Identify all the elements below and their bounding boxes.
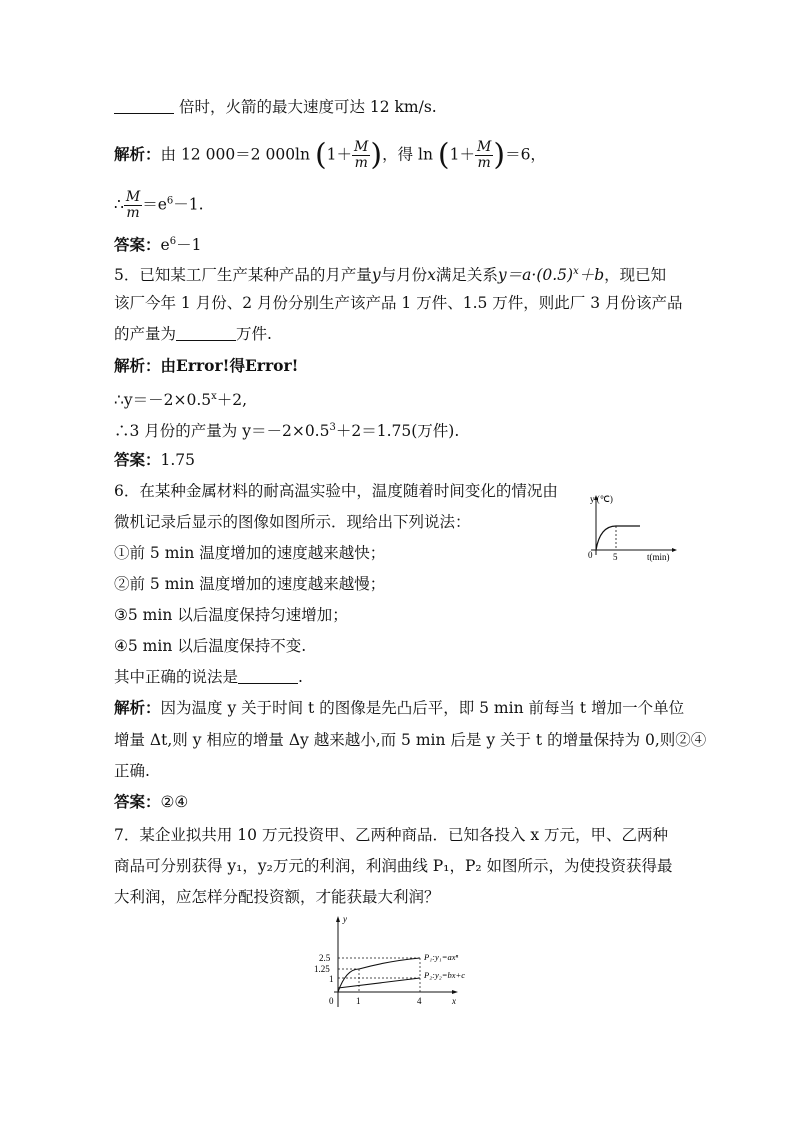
x-tick-1: 1 <box>356 996 361 1006</box>
temperature-curve <box>596 526 640 550</box>
q7-line3: 大利润，应怎样分配投资额，才能获最大利润？ <box>114 888 440 906</box>
fraction-m: $\frac{M}{m}$ <box>477 139 492 171</box>
q4-answer: 答案：$e^6-1$ <box>114 235 202 255</box>
p2-label: P₂:y₂=bx+c <box>424 970 465 980</box>
q5-line2: 该厂今年 1 月份、2 月份分别生产该产品 1 万件、1.5 万件，则此厂 3 月份该产品 <box>114 294 683 312</box>
q4-analysis-line <box>114 137 546 173</box>
answer-blank <box>238 669 298 684</box>
q6-analysis-2: 增量 Δt,则 y 相应的增量 Δy 越来越小,而 5 min 后是 y 关于 t 的增量保持为 0,则②④ <box>114 731 707 749</box>
y-tick-1: 1 <box>329 974 334 984</box>
q6-temperature-graph <box>576 490 681 565</box>
x-tick-4: 4 <box>417 996 422 1006</box>
origin-label: 0 <box>329 996 334 1006</box>
origin-label: 0 <box>588 550 593 560</box>
p1-label: P₁:y₁=axⁿ <box>424 952 459 962</box>
right-paren: ) <box>493 137 506 173</box>
q7-profit-graph <box>312 912 492 1012</box>
y-tick-1.25: 1.25 <box>314 964 330 974</box>
q6-option-2: ②前 5 min 温度增加的速度越来越慢； <box>114 575 386 593</box>
x-axis-label: t(min) <box>647 552 670 562</box>
y-axis-label: y (℃) <box>590 494 613 504</box>
q6-analysis-1: 解析：因为温度 y 关于时间 t 的图像是先凸后平，即 5 min 前每当 t 增加一个单位 <box>114 698 685 717</box>
x-axis-arrow <box>452 990 458 994</box>
left-paren: ( <box>314 137 327 173</box>
q7-line1: 7．某企业拟共用 10 万元投资甲、乙两种商品．已知各投入 x 万元，甲、乙两种 <box>114 826 669 844</box>
left-paren: ( <box>437 137 450 173</box>
q4-result-line: ∴ $\frac{M}{m}$ $=e^6-1$. <box>114 189 204 221</box>
q6-analysis-3: 正确. <box>114 762 150 780</box>
q4-tail-text: 倍时，火箭的最大速度可达 12 km/s. <box>178 98 437 116</box>
y-axis-arrow <box>336 916 340 922</box>
q6-option-3: ③5 min 以后温度保持匀速增加； <box>114 606 348 624</box>
line-p2 <box>338 978 420 988</box>
q5-answer: 答案：1.75 <box>114 450 196 469</box>
q4-continuation <box>114 97 437 117</box>
q5-analysis: 解析：由Error!得Error! <box>114 356 299 375</box>
inner-expr: 1＋ <box>449 145 475 164</box>
x-axis-arrow <box>672 548 677 552</box>
q5-solution1: $\therefore y=-2\times 0.5^x+2$, <box>114 391 248 410</box>
answer-blank <box>114 99 174 114</box>
q6-line2: 微机记录后显示的图像如图所示．现给出下列说法： <box>114 513 471 531</box>
q6-ask: 其中正确的说法是 . <box>114 668 303 686</box>
q6-line1: 6．在某种金属材料的耐高温实验中，温度随着时间变化的情况由 <box>114 482 558 500</box>
fraction-m: $\frac{M}{m}$ <box>354 139 369 171</box>
q6-option-1: ①前 5 min 温度增加的速度越来越快； <box>114 544 386 562</box>
q7-line2: 商品可分别获得 y₁，y₂万元的利润，利润曲线 P₁，P₂ 如图所示，为使投资获得最 <box>114 857 673 875</box>
analysis-text: 由 12 000＝2 000ln <box>160 145 310 164</box>
fraction-m: $\frac{M}{m}$ <box>125 189 141 221</box>
q5-solution2: ∴3 月份的产量为 $y=-2\times 0.5^3+2=1.75$(万件). <box>114 422 460 441</box>
x-axis-label: x <box>452 996 456 1006</box>
y-axis-label: y <box>343 914 347 924</box>
analysis-text: ＝6， <box>505 145 546 164</box>
answer-blank <box>176 326 236 341</box>
analysis-label: 解析： <box>114 144 161 164</box>
tick-label-5: 5 <box>613 552 618 562</box>
inner-expr: 1＋ <box>326 145 353 164</box>
right-paren: ) <box>370 137 383 173</box>
q6-answer: 答案：②④ <box>114 792 189 811</box>
y-tick-2.5: 2.5 <box>319 953 331 963</box>
q5-line3: 的产量为 万件. <box>114 325 272 343</box>
q5-line1: 5．已知某工厂生产某种产品的月产量y与月份x满足关系$y=a\cdot(0.5)^x+b$，现已知 <box>114 266 667 285</box>
analysis-text: ，得 ln <box>382 145 433 164</box>
q6-option-4: ④5 min 以后温度保持不变. <box>114 637 307 655</box>
